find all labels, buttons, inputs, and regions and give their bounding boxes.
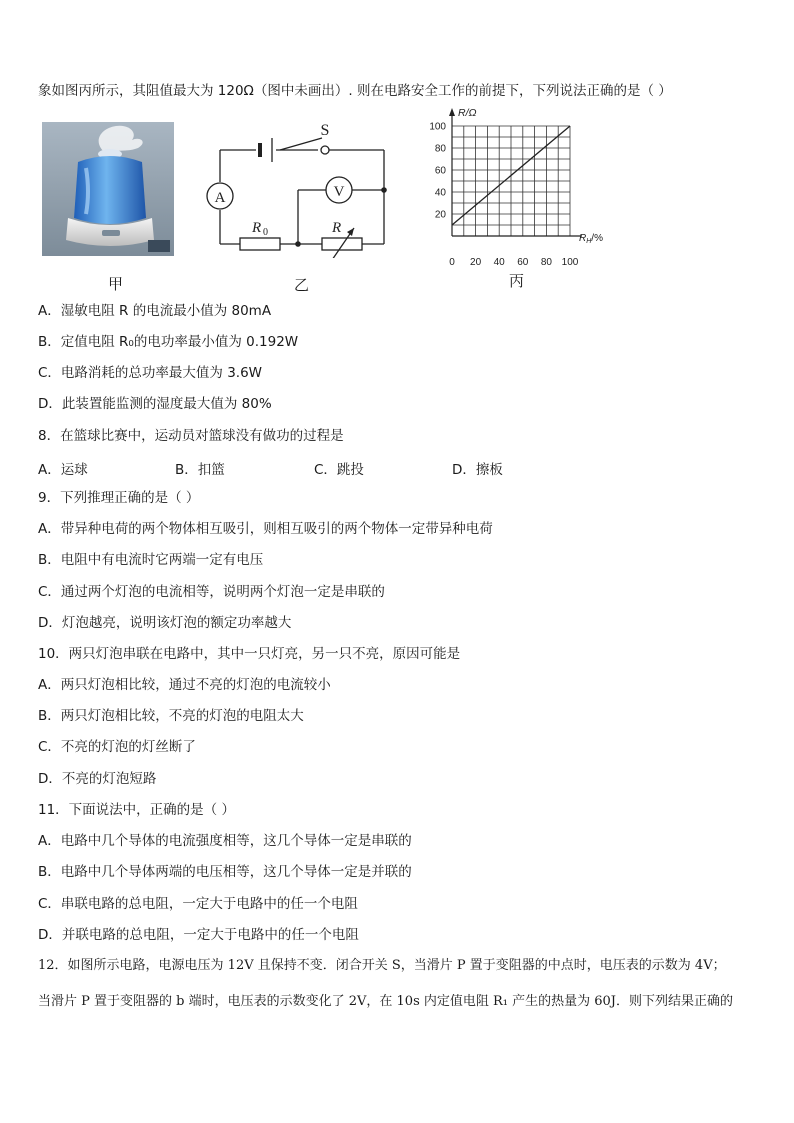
x-tick-label: 80 [540, 257, 552, 268]
x-axis-label: $R_H/\%$ [579, 233, 603, 245]
figure-jia-caption: 甲 [108, 275, 124, 293]
y-tick-label: 100 [429, 121, 446, 133]
q8-option-a: A．运球 [38, 462, 88, 478]
r-label: R [332, 220, 342, 236]
q8-option-d: D．擦板 [452, 462, 503, 478]
q8-stem: 8．在篮球比赛中，运动员对篮球没有做功的过程是 [38, 428, 344, 444]
question-7-stem-tail: 象如图丙所示，其阻值最大为 120Ω（图中未画出）. 则在电路安全工作的前提下，下列说法正确的是（ ） [38, 83, 672, 99]
q11-option-c: C．串联电路的总电阻，一定大于电路中的任一个电阻 [38, 896, 358, 912]
q7-option-b: B．定值电阻 R₀的电功率最小值为 0.192W [38, 334, 299, 350]
ammeter-label: A [214, 190, 226, 206]
q12-line-1: 12．如图所示电路，电源电压为 12V 且保持不变．闭合开关 S，当滑片 P 置于变阻器的中点时，电压表的示数为 4V； [38, 958, 726, 973]
q11-option-d: D．并联电路的总电阻，一定大于电路中的任一个电阻 [38, 927, 359, 943]
figure-yi-caption: 乙 [294, 276, 310, 294]
q9-option-a: A．带异种电荷的两个物体相互吸引，则相互吸引的两个物体一定带异种电荷 [38, 521, 493, 537]
circuit-diagram [200, 118, 400, 258]
q7-option-a: A．湿敏电阻 R 的电流最小值为 80mA [38, 303, 272, 319]
q9-option-d: D．灯泡越亮，说明该灯泡的额定功率越大 [38, 615, 292, 631]
r0-subscript: 0 [263, 227, 268, 238]
q11-option-b: B．电路中几个导体两端的电压相等，这几个导体一定是并联的 [38, 864, 412, 880]
x-tick-label: 100 [561, 257, 579, 268]
r-resistor [322, 238, 362, 250]
q7-option-d: D．此装置能监测的湿度最大值为 80% [38, 396, 272, 412]
y-tick-label: 60 [434, 165, 446, 177]
humidifier-photo [42, 122, 174, 256]
q10-option-b: B．两只灯泡相比较，不亮的灯泡的电阻太大 [38, 708, 304, 724]
figure-bing-caption: 丙 [509, 272, 525, 290]
q10-stem: 10．两只灯泡串联在电路中，其中一只灯亮，另一只不亮，原因可能是 [38, 646, 461, 662]
q10-option-c: C．不亮的灯泡的灯丝断了 [38, 739, 196, 755]
voltmeter-label: V [333, 184, 345, 200]
y-tick-label: 40 [434, 187, 446, 199]
y-tick-label: 80 [434, 143, 446, 155]
x-tick-label: 20 [470, 257, 482, 268]
switch-label: S [320, 122, 330, 139]
r0-label: R [252, 220, 262, 236]
r0-resistor [240, 238, 280, 250]
q8-option-b: B．扣篮 [175, 462, 225, 478]
q9-option-c: C．通过两个灯泡的电流相等，说明两个灯泡一定是串联的 [38, 584, 385, 600]
q9-option-b: B．电阻中有电流时它两端一定有电压 [38, 552, 264, 568]
y-axis-label: R/Ω [458, 107, 477, 119]
q11-option-a: A．电路中几个导体的电流强度相等，这几个导体一定是串联的 [38, 833, 412, 849]
q10-option-a: A．两只灯泡相比较，通过不亮的灯泡的电流较小 [38, 677, 331, 693]
q7-option-c: C．电路消耗的总功率最大值为 3.6W [38, 365, 263, 381]
q9-stem: 9．下列推理正确的是（ ） [38, 490, 200, 506]
q8-option-c: C．跳投 [314, 462, 364, 478]
q10-option-d: D．不亮的灯泡短路 [38, 771, 157, 787]
y-axis-arrow [449, 108, 455, 116]
x-tick-label: 0 [449, 257, 455, 268]
y-tick-label: 20 [434, 209, 446, 221]
q11-stem: 11．下面说法中，正确的是（ ） [38, 802, 235, 818]
x-tick-label: 40 [493, 257, 505, 268]
resistance-humidity-graph [420, 104, 620, 274]
q12-line-2: 当滑片 P 置于变阻器的 b 端时，电压表的示数变化了 2V，在 10s 内定值电阻 R₁ 产生的热量为 60J．则下列结果正确的 [38, 994, 734, 1009]
x-tick-label: 60 [517, 257, 529, 268]
